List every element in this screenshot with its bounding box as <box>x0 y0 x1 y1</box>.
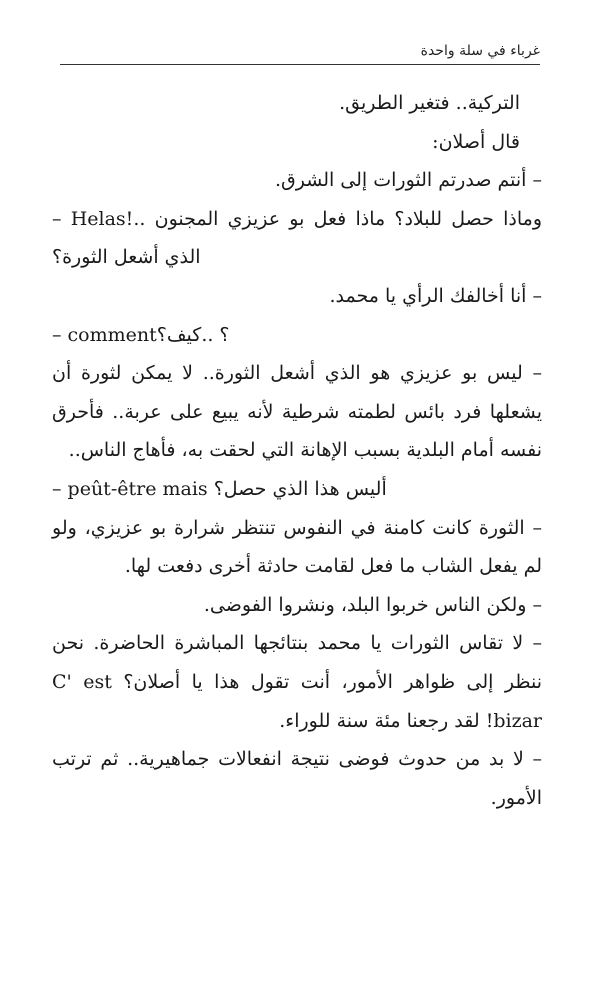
dialogue-line: – ليس بو عزيزي هو الذي أشعل الثورة.. لا يمكن لثورة أن يشعلها فرد بائس لطمته شرطية لأنه يبيع على عربة.. فأحرق نفسه أمام البلدية بسبب الإهانة التي لحقت به، فأهاج الناس.. <box>52 362 542 462</box>
dialogue-line: – peût-être mais أليس هذا الذي حصل؟ <box>52 477 387 500</box>
dialogue-line: – أنتم صدرتم الثورات إلى الشرق. <box>274 169 542 192</box>
running-header: غرباء في سلة واحدة <box>420 43 540 59</box>
paragraph: التركية.. فتغير الطريق. <box>339 92 520 114</box>
dialogue-line: – comment؟ ..كيف؟ <box>52 323 230 346</box>
body-text <box>52 84 542 817</box>
dialogue-line: – ولكن الناس خربوا البلد، ونشروا الفوضى. <box>203 593 542 616</box>
paragraph: قال أصلان: <box>432 130 520 153</box>
dialogue-line: – Helas!.. وماذا حصل للبلاد؟ ماذا فعل بو عزيزي المجنون الذي أشعل الثورة؟ <box>52 207 542 269</box>
header-rule <box>60 64 540 65</box>
dialogue-line: – أنا أخالفك الرأي يا محمد. <box>329 284 542 307</box>
dialogue-line: – لا تقاس الثورات يا محمد بنتائجها المباشرة الحاضرة. نحن ننظر إلى ظواهر الأمور، أنت تقول هذا يا أصلان؟ C' est bizar! لقد رجعنا مئة سنة للوراء. <box>52 632 542 732</box>
dialogue-line: – الثورة كانت كامنة في النفوس تنتظر شرارة بو عزيزي، ولو لم يفعل الشاب ما فعل لقامت حادثة أخرى دفعت لها. <box>52 516 542 578</box>
dialogue-line: – لا بد من حدوث فوضى نتيجة انفعالات جماهيرية.. ثم ترتب الأمور. <box>52 748 542 809</box>
